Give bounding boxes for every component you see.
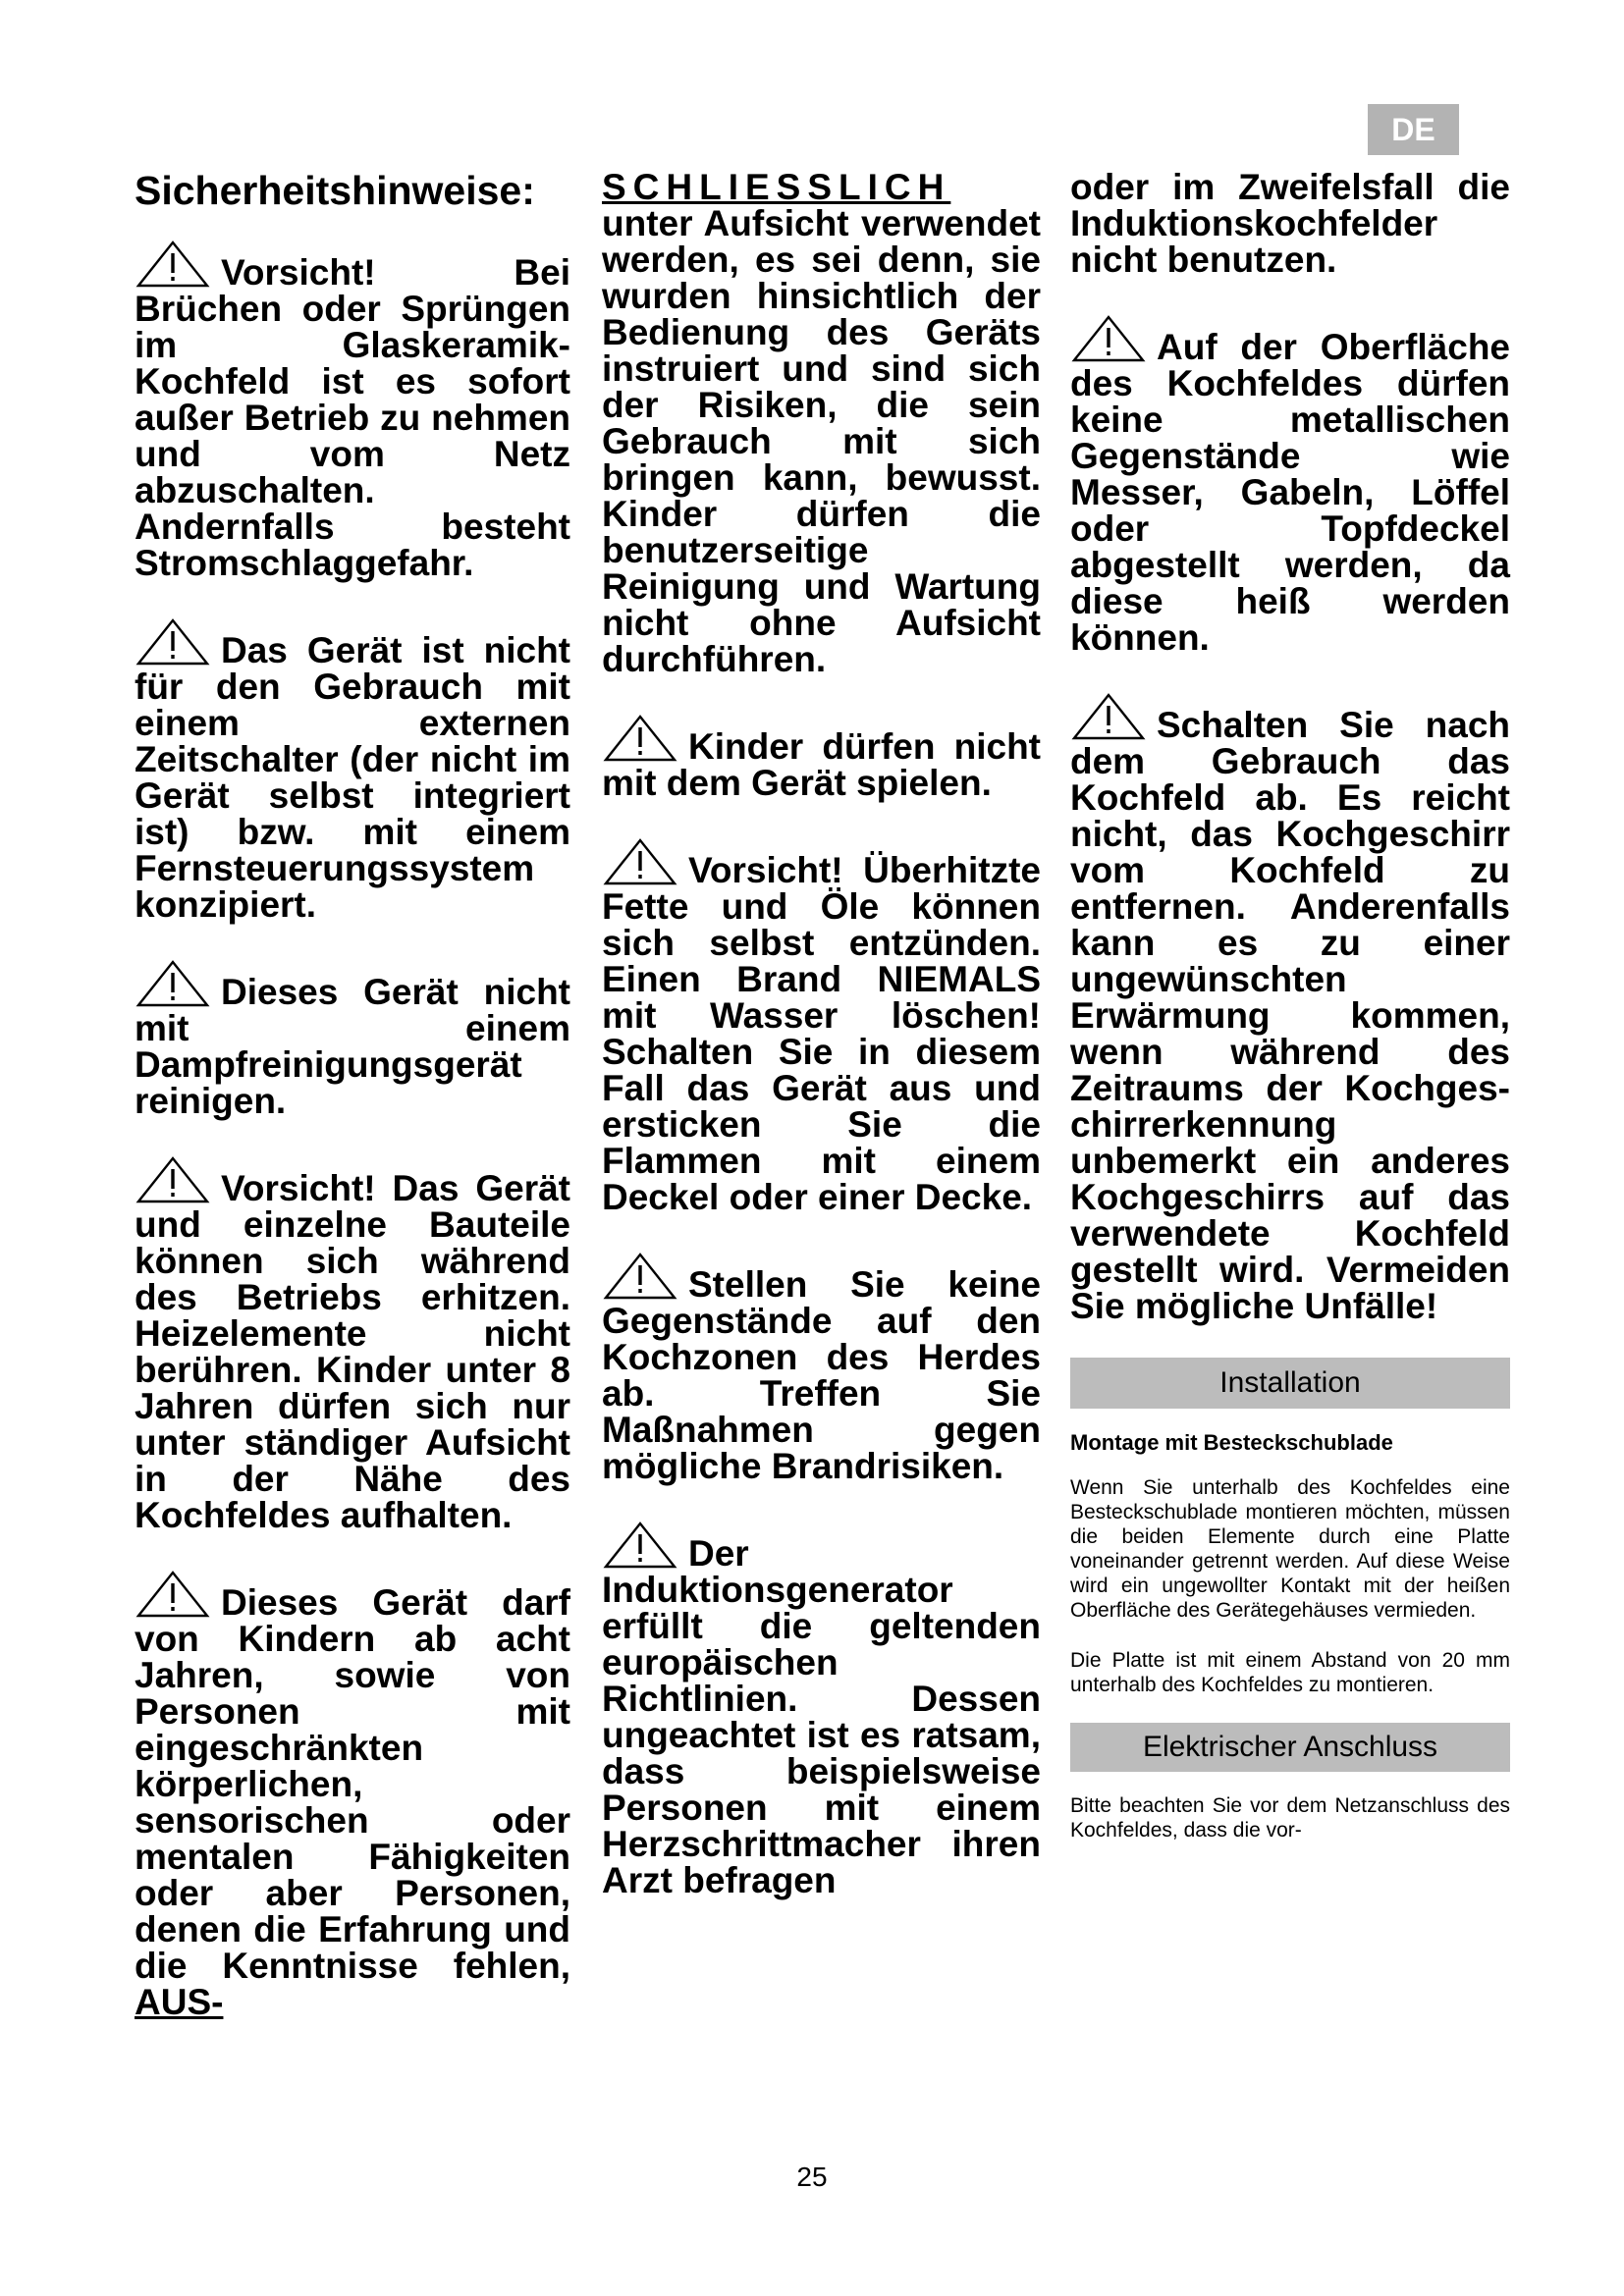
- page-number: 25: [796, 2162, 828, 2192]
- warning-steam-cleaner: Dieses Gerät nicht mit einem Dampfreinigungsgerät reinigen.: [135, 959, 570, 1119]
- warning-timer: Das Gerät ist nicht für den Gebrauch mit einem externen Zeitschalter (der nicht im Gerät selbst integriert ist) bzw. mit einem Fernsteuerungssystem konzipiert.: [135, 617, 570, 923]
- warning-switch-off: Schalten Sie nach dem Gebrauch das Kochfeld ab. Es reicht nicht, das Kochgeschirr vom Kochfeld zu entfernen. Anderenfalls kann es zu einer ungewünschten Erwärmung kommen, wenn während des Zeitraums der Kochges-chirrerkennung unbemerkt ein anderes Kochgeschirrs auf das verwendete Kochfeld gestellt wird. Vermeiden Sie mögliche Unfälle!: [1070, 692, 1510, 1324]
- warning-triangle-icon: [602, 714, 678, 763]
- column-1: [135, 169, 570, 2020]
- warning-triangle-icon: [135, 1570, 211, 1619]
- column-3: [1070, 169, 1510, 1868]
- warning-children-persons: Dieses Gerät darf von Kindern ab acht Jahren, sowie von Personen mit eingeschränkten körperlichen, sensorischen oder mentalen Fähigkeiten oder aber Personen, denen die Erfahrung und die Kenntnisse fehlen, AUS-: [135, 1570, 570, 2020]
- warning-metal-objects: Auf der Oberfläche des Kochfeldes dürfen keine metallischen Gegenstände wie Messer, Gabeln, Löffel oder Topfdeckel abgestellt werden, da diese heiß werden können.: [1070, 314, 1510, 656]
- electrical-paragraph-1: Bitte beachten Sie vor dem Netzanschluss des Kochfeldes, dass die vor-: [1070, 1794, 1510, 1842]
- montage-paragraph-2: Die Platte ist mit einem Abstand von 20 mm unterhalb des Kochfeldes zu montieren.: [1070, 1649, 1510, 1696]
- warning-triangle-icon: [602, 1521, 678, 1570]
- warning-children-play: Kinder dürfen nicht mit dem Gerät spielen.: [602, 714, 1041, 801]
- warning-glass-break: Vorsicht! Bei Brüchen oder Sprüngen im Glaskeramik-Kochfeld ist es sofort außer Betrieb zu nehmen und vom Netz abzuschalten. Andernfalls besteht Stromschlaggefahr.: [135, 240, 570, 581]
- warning-triangle-icon: [135, 240, 211, 289]
- warning-objects-cooking-zones: Stellen Sie keine Gegenstände auf den Kochzonen des Herdes ab. Treffen Sie Maßnahmen gegen mögliche Brandrisiken.: [602, 1252, 1041, 1484]
- warning-triangle-icon: [135, 959, 211, 1008]
- warning-triangle-icon: [135, 617, 211, 667]
- installation-section-header: Installation: [1070, 1358, 1510, 1409]
- electrical-section-header: Elektrischer Anschluss: [1070, 1723, 1510, 1772]
- warning-hot-parts: Vorsicht! Das Gerät und einzelne Bauteile können sich während des Betriebs erhitzen. Heizelemente nicht berühren. Kinder unter 8 Jahren dürfen sich nur unter ständiger Aufsicht in der Nähe des Kochfeldes aufhalten.: [135, 1155, 570, 1533]
- language-badge: DE: [1368, 104, 1459, 155]
- montage-subheading: Montage mit Besteckschublade: [1070, 1430, 1393, 1455]
- warning-triangle-icon: [1070, 692, 1147, 741]
- column-2: [602, 169, 1041, 1898]
- warning-triangle-icon: [1070, 314, 1147, 363]
- warning-overheated-fat: Vorsicht! Überhitzte Fette und Öle können sich selbst entzünden. Einen Brand NIEMALS mit Wasser löschen! Schalten Sie in diesem Fall das Gerät aus und ersticken Sie die Flammen mit einem Deckel oder einer Decke.: [602, 837, 1041, 1215]
- montage-paragraph-1: Wenn Sie unterhalb des Kochfeldes eine Besteckschublade montieren möchten, müssen die beiden Elemente durch eine Platte voneinander getrennt werden. Auf diese Weise wird ein ungewollter Kontakt mit der heißen Oberfläche des Gerätegehäuses vermieden.: [1070, 1476, 1510, 1622]
- paragraph-doubt: oder im Zweifelsfall die Induktionskochfelder nicht benutzen.: [1070, 167, 1510, 280]
- paragraph-supervision: SCHLIESSLICH unter Aufsicht verwendet werden, es sei denn, sie wurden hinsichtlich der Bedienung des Geräts instruiert und sind sich der Risiken, die sein Gebrauch mit sich bringen kann, bewusst. Kinder dürfen die benutzerseitige Reinigung und Wartung nicht ohne Aufsicht durchführen.: [602, 167, 1041, 679]
- safety-heading: Sicherheitshinweise:: [135, 168, 535, 213]
- warning-triangle-icon: [602, 837, 678, 886]
- warning-induction-generator: Der Induktionsgenerator erfüllt die geltenden europäischen Richtlinien. Dessen ungeachtet ist es ratsam, dass beispielsweise Personen mit einem Herzschrittmacher ihren Arzt befragen: [602, 1521, 1041, 1898]
- warning-triangle-icon: [135, 1155, 211, 1204]
- warning-triangle-icon: [602, 1252, 678, 1301]
